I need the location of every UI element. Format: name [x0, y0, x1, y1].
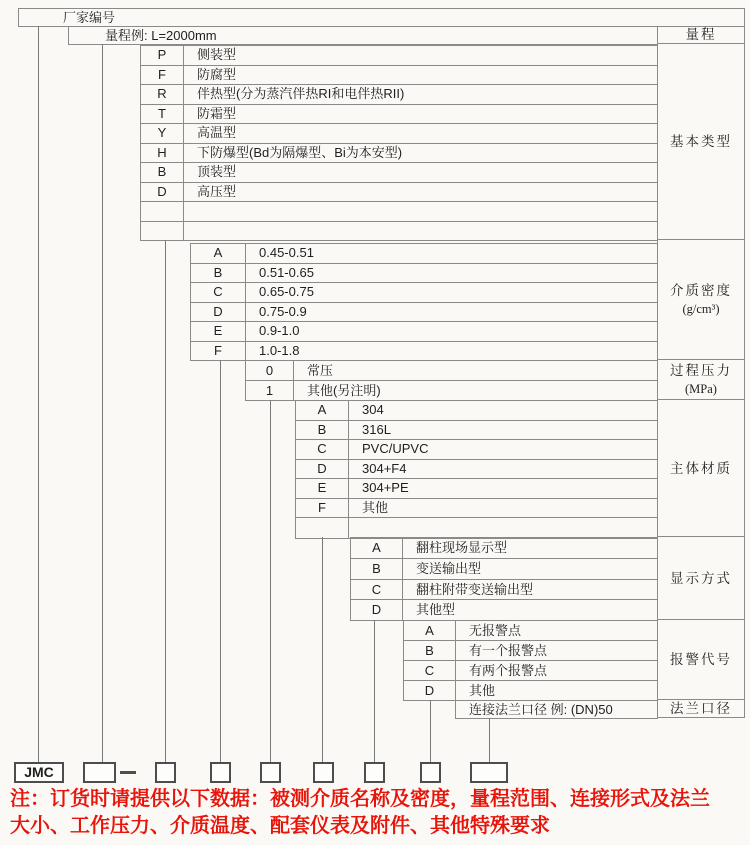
connector-density	[220, 360, 221, 763]
category-label-column	[657, 26, 745, 718]
table-row	[191, 264, 657, 284]
row-code: A	[191, 244, 246, 263]
table-row	[246, 361, 657, 381]
table-row	[191, 303, 657, 323]
row-code: C	[296, 440, 349, 459]
table-row	[296, 440, 657, 460]
row-desc: 有一个报警点	[469, 643, 548, 658]
label-medium-density: 介质密度 (g/cm³)	[658, 240, 744, 360]
code-box-alarm	[420, 762, 441, 783]
table-row	[191, 283, 657, 303]
row-desc: 翻柱现场显示型	[416, 540, 508, 555]
basic-type-table	[140, 45, 657, 241]
row-desc: 其他	[362, 499, 389, 515]
connector-range	[102, 44, 103, 763]
row-code: A	[296, 401, 349, 420]
label-alarm-code: 报警代号	[658, 620, 744, 700]
table-row	[296, 479, 657, 499]
table-row	[351, 600, 657, 621]
code-box-display-mode	[364, 762, 385, 783]
row-code: A	[404, 621, 456, 640]
label-basic-type: 基本类型	[658, 44, 744, 240]
table-row	[141, 183, 657, 203]
table-row-empty	[141, 222, 657, 242]
row-code: H	[141, 144, 184, 163]
table-row	[191, 244, 657, 264]
code-separator-dash	[120, 771, 136, 774]
connector-factory-number	[38, 26, 39, 763]
connector-basic-type	[165, 240, 166, 763]
table-row	[246, 381, 657, 401]
row-desc: 304	[362, 402, 384, 417]
table-row	[191, 342, 657, 362]
row-code: D	[141, 183, 184, 202]
row-desc: 下防爆型(Bd为隔爆型、Bi为本安型)	[197, 144, 403, 160]
table-row	[141, 163, 657, 183]
row-code: R	[141, 85, 184, 104]
row-code: 0	[246, 361, 294, 380]
table-row	[141, 46, 657, 66]
factory-number-cell: 厂家编号	[18, 8, 745, 27]
connector-pressure	[270, 400, 271, 763]
row-desc: 常压	[307, 363, 334, 378]
table-row	[141, 85, 657, 105]
row-code: C	[404, 661, 456, 680]
row-code: D	[404, 681, 456, 700]
row-desc: 0.9-1.0	[259, 323, 300, 338]
table-row	[351, 538, 657, 559]
table-row	[296, 421, 657, 441]
pressure-table	[245, 360, 657, 401]
row-desc: 无报警点	[469, 623, 522, 638]
connector-display-mode	[374, 620, 375, 763]
row-code: E	[191, 322, 246, 341]
row-code: T	[141, 105, 184, 124]
ordering-note	[10, 786, 746, 839]
row-desc: 0.75-0.9	[259, 303, 307, 319]
table-row	[351, 559, 657, 580]
alarm-code-table	[403, 620, 657, 701]
row-desc: PVC/UPVC	[362, 441, 429, 456]
material-table	[295, 400, 657, 539]
row-code: A	[351, 538, 403, 558]
table-row	[141, 66, 657, 86]
row-desc: 0.45-0.51	[259, 245, 314, 260]
model-prefix-box: JMC	[14, 762, 64, 783]
row-code: 1	[246, 381, 294, 400]
table-row	[141, 144, 657, 164]
ordering-note-line2: 大小、工作压力、介质温度、配套仪表及附件、其他特殊要求	[10, 814, 550, 837]
row-code: D	[296, 460, 349, 479]
row-code: P	[141, 46, 184, 65]
row-desc: 伴热型(分为蒸汽伴热RI和电伴热RII)	[197, 86, 405, 101]
table-row	[404, 661, 657, 681]
row-desc: 0.51-0.65	[259, 264, 314, 280]
row-code: B	[296, 421, 349, 440]
row-desc: 有两个报警点	[469, 663, 548, 678]
row-desc: 其他	[469, 683, 496, 698]
table-row	[351, 580, 657, 601]
range-example-cell: 量程例: L=2000mm	[68, 26, 658, 45]
flange-size-cell: 连接法兰口径 例: (DN)50	[455, 700, 658, 719]
row-desc: 0.65-0.75	[259, 284, 314, 299]
row-code: F	[141, 66, 184, 85]
row-desc: 304+F4	[362, 460, 407, 476]
row-code: D	[351, 600, 403, 620]
label-process-pressure: 过程压力 (MPa)	[658, 360, 744, 400]
row-desc: 防霜型	[197, 105, 237, 121]
density-table	[190, 243, 657, 361]
row-code: C	[191, 283, 246, 302]
row-desc: 防腐型	[197, 66, 237, 82]
row-desc: 1.0-1.8	[259, 342, 300, 358]
row-desc: 侧装型	[197, 47, 237, 62]
row-code: D	[191, 303, 246, 322]
row-code: E	[296, 479, 349, 498]
table-row	[296, 460, 657, 480]
row-desc: 变送输出型	[416, 560, 482, 576]
table-row	[141, 105, 657, 125]
code-box-basic-type	[155, 762, 176, 783]
ordering-note-line1: 注：订货时请提供以下数据：被测介质名称及密度，量程范围、连接形式及法兰	[10, 788, 710, 810]
display-mode-table	[350, 537, 657, 621]
connector-alarm-code	[430, 700, 431, 763]
table-row-empty	[296, 518, 657, 539]
row-code: C	[351, 580, 403, 600]
row-code: B	[351, 559, 403, 579]
table-row	[404, 641, 657, 661]
row-code: B	[191, 264, 246, 283]
label-flange-size: 法兰口径	[658, 700, 744, 718]
row-desc: 其他(另注明)	[307, 383, 381, 398]
table-row	[404, 621, 657, 641]
row-desc: 顶装型	[197, 164, 237, 179]
code-box-material	[313, 762, 334, 783]
label-range: 量程	[658, 26, 744, 44]
row-code: Y	[141, 124, 184, 143]
label-main-material: 主体材质	[658, 400, 744, 537]
row-code: B	[141, 163, 184, 182]
code-box-range	[83, 762, 116, 783]
row-code: B	[404, 641, 456, 660]
table-row	[191, 322, 657, 342]
row-desc: 翻柱附带变送输出型	[416, 581, 534, 597]
row-desc: 316L	[362, 421, 391, 437]
connector-flange-size	[489, 718, 490, 763]
table-row	[296, 401, 657, 421]
row-desc: 高温型	[197, 125, 237, 140]
row-desc: 高压型	[197, 183, 237, 199]
code-box-flange	[470, 762, 508, 783]
table-row	[141, 124, 657, 144]
label-display-mode: 显示方式	[658, 537, 744, 620]
row-code: F	[296, 499, 349, 518]
row-code: F	[191, 342, 246, 361]
code-box-pressure	[260, 762, 281, 783]
row-desc: 304+PE	[362, 480, 409, 495]
table-row	[404, 681, 657, 701]
table-row	[296, 499, 657, 519]
row-desc: 其他型	[416, 602, 456, 618]
table-row-empty	[141, 202, 657, 222]
code-box-density	[210, 762, 231, 783]
connector-material	[322, 537, 323, 763]
